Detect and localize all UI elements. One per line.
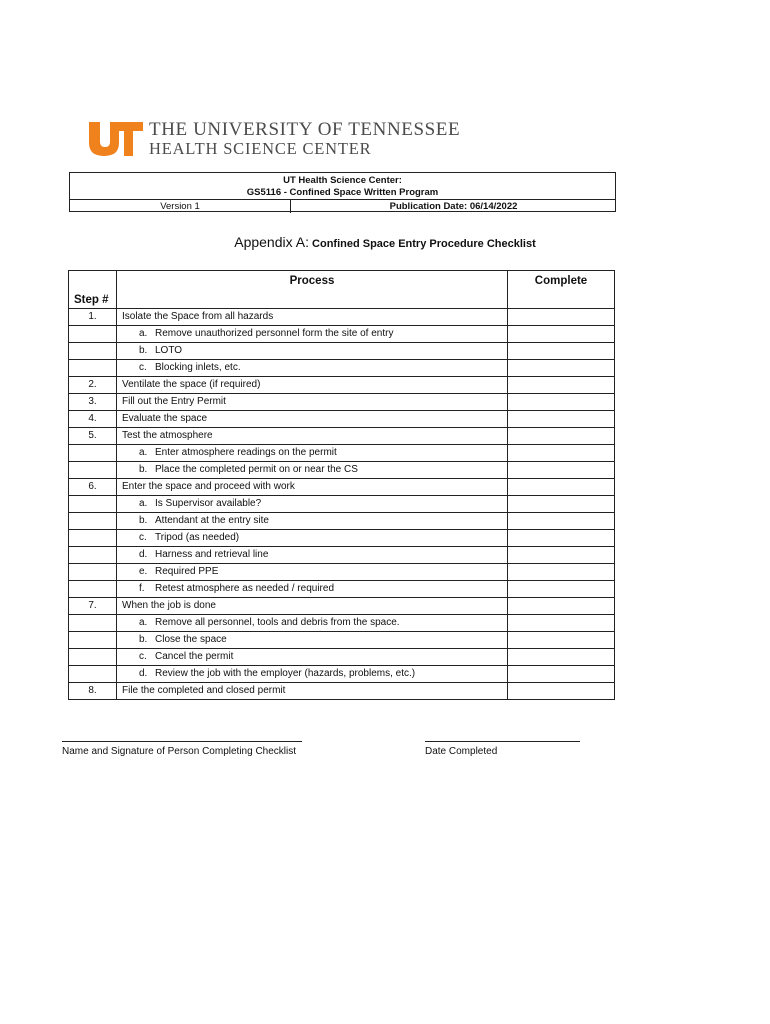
complete-checkbox-cell[interactable]	[508, 615, 615, 632]
step-number	[69, 462, 117, 479]
complete-checkbox-cell[interactable]	[508, 530, 615, 547]
sub-step-letter: b.	[139, 464, 148, 475]
step-number	[69, 632, 117, 649]
sub-step-cell	[117, 564, 508, 581]
complete-checkbox-cell[interactable]	[508, 394, 615, 411]
step-number	[69, 445, 117, 462]
step-text: Cancel the permit	[155, 651, 234, 662]
table-row	[69, 445, 615, 462]
step-number: 6.	[69, 479, 117, 496]
complete-checkbox-cell[interactable]	[508, 598, 615, 615]
sub-step-cell	[117, 496, 508, 513]
sub-step-cell	[117, 513, 508, 530]
sub-step-cell	[117, 360, 508, 377]
complete-checkbox-cell[interactable]	[508, 547, 615, 564]
table-row	[69, 309, 615, 326]
step-text: Review the job with the employer (hazards, problems, etc.)	[155, 668, 416, 679]
step-number	[69, 530, 117, 547]
step-text: File the completed and closed permit	[122, 685, 286, 696]
step-text: Blocking inlets, etc.	[155, 362, 241, 373]
step-number	[69, 326, 117, 343]
step-text: When the job is done	[122, 600, 216, 611]
table-row	[69, 513, 615, 530]
sub-step-letter: d.	[139, 668, 148, 679]
process-step-cell	[117, 479, 508, 496]
sub-step-cell	[117, 326, 508, 343]
logo-text	[149, 120, 460, 158]
table-row	[69, 598, 615, 615]
complete-checkbox-cell[interactable]	[508, 445, 615, 462]
complete-checkbox-cell[interactable]	[508, 411, 615, 428]
sub-step-cell	[117, 649, 508, 666]
signature-label: Name and Signature of Person Completing Checklist	[62, 746, 297, 757]
sub-step-letter: c.	[139, 362, 147, 373]
signature-line	[62, 741, 302, 742]
step-text: Tripod (as needed)	[155, 532, 240, 543]
step-text: Fill out the Entry Permit	[122, 396, 226, 407]
table-row	[69, 632, 615, 649]
complete-checkbox-cell[interactable]	[508, 377, 615, 394]
complete-checkbox-cell[interactable]	[508, 462, 615, 479]
table-row	[69, 462, 615, 479]
complete-checkbox-cell[interactable]	[508, 309, 615, 326]
sub-step-cell	[117, 632, 508, 649]
table-row	[69, 581, 615, 598]
step-text: Required PPE	[155, 566, 219, 577]
sub-step-letter: d.	[139, 549, 148, 560]
header-meta-row	[70, 199, 615, 213]
title-prefix: Appendix A:	[234, 234, 309, 250]
sub-step-letter: b.	[139, 515, 148, 526]
sub-step-cell	[117, 445, 508, 462]
step-text: Evaluate the space	[122, 413, 208, 424]
step-number	[69, 360, 117, 377]
sub-step-cell	[117, 530, 508, 547]
table-row	[69, 479, 615, 496]
sub-step-letter: e.	[139, 566, 148, 577]
table-row	[69, 411, 615, 428]
complete-checkbox-cell[interactable]	[508, 326, 615, 343]
step-text: Place the completed permit on or near the CS	[155, 464, 358, 475]
process-step-cell	[117, 309, 508, 326]
table-row	[69, 683, 615, 700]
complete-checkbox-cell[interactable]	[508, 649, 615, 666]
page-title	[0, 234, 770, 250]
sub-step-letter: a.	[139, 498, 148, 509]
table-row	[69, 530, 615, 547]
table-row	[69, 666, 615, 683]
header-version: Version 1	[70, 200, 291, 213]
process-step-cell	[117, 428, 508, 445]
step-text: Remove all personnel, tools and debris from the space.	[155, 617, 400, 628]
step-number	[69, 615, 117, 632]
step-number	[69, 343, 117, 360]
step-number: 2.	[69, 377, 117, 394]
complete-checkbox-cell[interactable]	[508, 428, 615, 445]
process-step-cell	[117, 683, 508, 700]
sub-step-letter: b.	[139, 345, 148, 356]
complete-checkbox-cell[interactable]	[508, 479, 615, 496]
document-header-box	[69, 172, 616, 212]
step-number: 5.	[69, 428, 117, 445]
sub-step-letter: c.	[139, 651, 147, 662]
header-complete: Complete	[508, 271, 615, 309]
complete-checkbox-cell[interactable]	[508, 564, 615, 581]
complete-checkbox-cell[interactable]	[508, 343, 615, 360]
complete-checkbox-cell[interactable]	[508, 360, 615, 377]
step-text: Harness and retrieval line	[155, 549, 269, 560]
table-row	[69, 547, 615, 564]
process-step-cell	[117, 377, 508, 394]
table-row	[69, 428, 615, 445]
complete-checkbox-cell[interactable]	[508, 632, 615, 649]
step-number: 8.	[69, 683, 117, 700]
table-row	[69, 615, 615, 632]
sub-step-cell	[117, 547, 508, 564]
step-text: Ventilate the space (if required)	[122, 379, 261, 390]
table-row	[69, 496, 615, 513]
logo-line-hsc: HEALTH SCIENCE CENTER	[149, 139, 372, 158]
complete-checkbox-cell[interactable]	[508, 513, 615, 530]
table-header-row	[69, 271, 615, 309]
checklist-body	[69, 309, 615, 700]
process-step-cell	[117, 394, 508, 411]
step-text: Retest atmosphere as needed / required	[155, 583, 334, 594]
step-number	[69, 496, 117, 513]
date-label: Date Completed	[425, 746, 498, 757]
step-number	[69, 581, 117, 598]
step-number: 3.	[69, 394, 117, 411]
step-number	[69, 564, 117, 581]
process-step-cell	[117, 411, 508, 428]
header-step: Step #	[69, 271, 117, 309]
sub-step-cell	[117, 581, 508, 598]
sub-step-letter: a.	[139, 617, 148, 628]
complete-checkbox-cell[interactable]	[508, 496, 615, 513]
step-number	[69, 547, 117, 564]
table-row	[69, 564, 615, 581]
header-publication-date: Publication Date: 06/14/2022	[389, 201, 518, 212]
header-process: Process	[117, 271, 508, 309]
step-number: 7.	[69, 598, 117, 615]
step-text: Enter atmosphere readings on the permit	[155, 447, 337, 458]
checklist-table	[68, 270, 615, 700]
complete-checkbox-cell[interactable]	[508, 666, 615, 683]
step-text: LOTO	[155, 345, 183, 356]
sub-step-letter: c.	[139, 532, 147, 543]
process-step-cell	[117, 598, 508, 615]
step-text: Isolate the Space from all hazards	[122, 311, 274, 322]
ut-logo-icon	[87, 122, 143, 156]
sub-step-letter: a.	[139, 328, 148, 339]
step-number	[69, 513, 117, 530]
table-row	[69, 377, 615, 394]
step-number: 1.	[69, 309, 117, 326]
table-row	[69, 394, 615, 411]
step-text: Close the space	[155, 634, 227, 645]
sub-step-cell	[117, 666, 508, 683]
sub-step-letter: b.	[139, 634, 148, 645]
complete-checkbox-cell[interactable]	[508, 683, 615, 700]
logo-line-university: THE UNIVERSITY OF TENNESSEE	[149, 119, 461, 140]
sub-step-letter: f.	[139, 583, 145, 594]
step-text: Attendant at the entry site	[155, 515, 269, 526]
table-row	[69, 360, 615, 377]
sub-step-cell	[117, 462, 508, 479]
date-block	[425, 741, 580, 757]
step-text: Enter the space and proceed with work	[122, 481, 295, 492]
header-program: GS5116 - Confined Space Written Program	[246, 187, 439, 198]
sub-step-letter: a.	[139, 447, 148, 458]
sub-step-cell	[117, 343, 508, 360]
table-row	[69, 343, 615, 360]
signature-block	[62, 741, 302, 757]
step-number	[69, 666, 117, 683]
step-text: Test the atmosphere	[122, 430, 213, 441]
step-number	[69, 649, 117, 666]
sub-step-cell	[117, 615, 508, 632]
step-text: Remove unauthorized personnel form the site of entry	[155, 328, 394, 339]
title-text: Confined Space Entry Procedure Checklist	[308, 238, 536, 250]
date-line	[425, 741, 580, 742]
table-row	[69, 649, 615, 666]
step-number: 4.	[69, 411, 117, 428]
step-text: Is Supervisor available?	[155, 498, 262, 509]
table-row	[69, 326, 615, 343]
complete-checkbox-cell[interactable]	[508, 581, 615, 598]
header-institution: UT Health Science Center:	[283, 175, 402, 186]
